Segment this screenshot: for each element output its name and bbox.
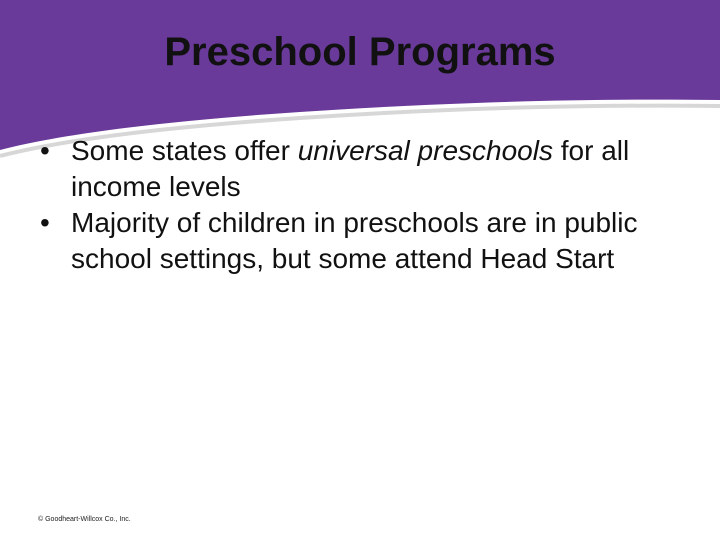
bullet-text: Majority of children in preschools are in public school settings, but some attend Head Start [71, 207, 638, 274]
bullet-emphasis: universal preschools [297, 135, 553, 166]
copyright-footer: © Goodheart-Willcox Co., Inc. [38, 516, 131, 523]
bullet-item [40, 133, 680, 205]
bullet-text-end: for all income levels [71, 135, 630, 202]
slide-title: Preschool Programs [164, 30, 556, 74]
bullet-icon: • [40, 207, 50, 238]
bullet-item [40, 205, 680, 277]
bullet-text: Some states offer [71, 135, 298, 166]
bullet-icon: • [40, 135, 50, 166]
bullet-list [40, 133, 680, 277]
